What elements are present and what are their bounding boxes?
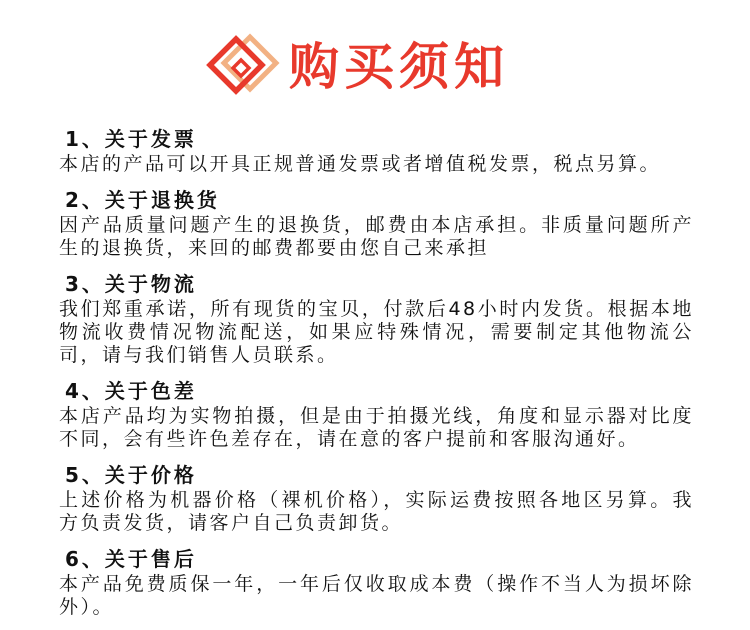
notice-item-heading: 5、关于价格 [65,463,197,487]
notice-item-body: 本店产品均为实物拍摄，但是由于拍摄光线，角度和显示器对比度不同，会有些许色差存在，请在意的客户提前和客服沟通好。 [59,405,694,450]
notice-item-heading: 4、关于色差 [65,379,197,403]
notice-item-body: 本产品免费质保一年，一年后仅收取成本费（操作不当人为损坏除外）。 [59,573,694,618]
notice-item-body: 本店的产品可以开具正规普通发票或者增值税发票，税点另算。 [59,153,662,175]
notice-item-heading: 6、关于售后 [65,547,197,571]
notice-item-price [59,465,694,535]
notice-item-heading: 1、关于发票 [65,127,197,151]
notice-item-heading: 2、关于退换货 [65,188,220,212]
header [0,0,750,106]
notice-item-color-difference [59,381,694,451]
notice-item-body: 上述价格为机器价格（裸机价格），实际运费按照各地区另算。我方负责发货，请客户自己负责卸货。 [59,489,694,534]
notice-item-logistics [59,274,694,367]
notice-list [0,129,750,619]
page-title: 购买须知 [289,38,509,96]
notice-item-invoice [59,129,694,176]
notice-item-body: 我们郑重承诺，所有现货的宝贝，付款后48小时内发货。根据本地物流收费情况物流配送，如果应特殊情况，需要制定其他物流公司，请与我们销售人员联系。 [59,298,694,366]
notice-item-heading: 3、关于物流 [65,272,197,296]
notice-item-returns [59,190,694,260]
notice-item-body: 因产品质量问题产生的退换货，邮费由本店承担。非质量问题所产生的退换货，来回的邮费都要由您自己来承担 [59,214,694,259]
double-diamond-icon [201,28,281,106]
notice-item-after-sales [59,549,694,619]
